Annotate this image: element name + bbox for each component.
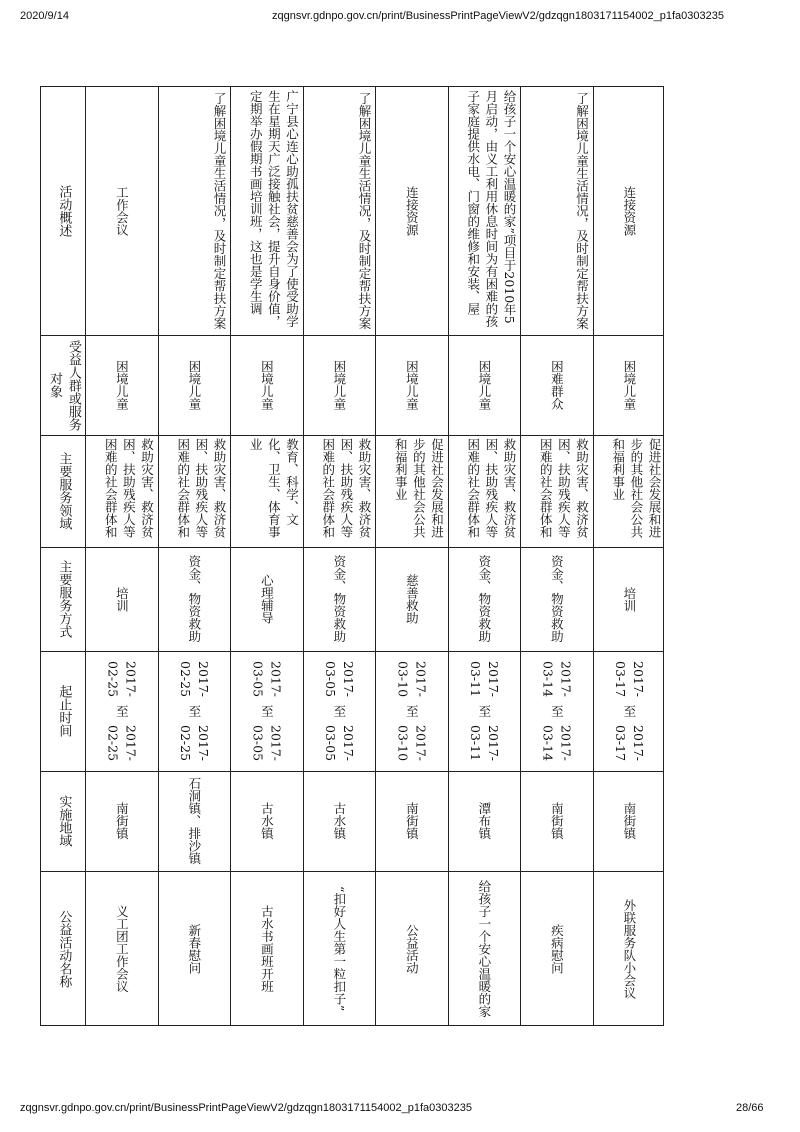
header-target: 受益人群或服务对象 <box>47 339 81 431</box>
cell-method: 心理辅导 <box>259 574 275 624</box>
cell-name: 给孩子一个安心温暖的家 <box>476 880 492 1018</box>
cell-method: 资金、物资救助 <box>476 555 492 643</box>
cell-target: 困难群众 <box>549 360 565 410</box>
time-end: 2017-03-10 <box>395 724 429 761</box>
cell-summary: 广宁县心连心助孤扶贫慈善会为了使受助学生在星期天广泛接触社会，提升自身价值，定期举办假期书画培训班，这也是学生调 <box>248 90 300 328</box>
cell-location: 南街镇 <box>549 802 565 840</box>
cell-field: 救助灾害、救济贫困、扶助残疾人等困难的社会群体和 <box>320 438 372 538</box>
time-sep: 至 <box>476 704 492 718</box>
time-range <box>230 651 303 771</box>
cell-field: 教育、科学、文化、卫生、体育事业 <box>248 438 300 538</box>
time-start: 2017-03-05 <box>322 661 356 698</box>
cell-location: 南街镇 <box>404 802 420 840</box>
cell-target: 困境儿童 <box>114 360 130 410</box>
time-range <box>303 651 376 771</box>
cell-location: 南街镇 <box>114 802 130 840</box>
cell-target: 困境儿童 <box>621 360 637 410</box>
cell-method: 培训 <box>621 586 637 612</box>
cell-field: 促进社会发展和进步的其他社会公共和福利事业 <box>393 438 445 538</box>
cell-location: 石洞镇、排沙镇 <box>186 777 202 865</box>
cell-field: 救助灾害、救济贫困、扶助残疾人等困难的社会群体和 <box>175 438 227 538</box>
cell-location: 古水镇 <box>259 802 275 840</box>
cell-target: 困境儿童 <box>259 360 275 410</box>
time-sep: 至 <box>331 704 347 718</box>
cell-method: 培训 <box>114 586 130 612</box>
cell-name: 公益活动 <box>404 924 420 974</box>
cell-summary: 给孩子一个安心温暖的家”项目于2010年5月启动，由义工利用休息时间为有困难的孩子家庭提供水电、门窗的维修和安装、屋 <box>465 90 517 328</box>
cell-name: 义工团工作会议 <box>114 905 130 993</box>
cell-field: 救助灾害、救济贫困、扶助残疾人等困难的社会群体和 <box>103 438 155 538</box>
cell-summary: 了解困境儿童生活情况，及时制定帮扶方案 <box>212 92 227 330</box>
cell-location: 古水镇 <box>331 802 347 840</box>
time-sep: 至 <box>186 704 202 718</box>
cell-method: 资金、物资救助 <box>331 555 347 643</box>
header-name: 公益活动名称 <box>56 910 72 988</box>
cell-field: 促进社会发展和进步的其他社会公共和福利事业 <box>610 438 662 538</box>
time-end: 2017-02-25 <box>177 724 211 761</box>
time-sep: 至 <box>549 704 565 718</box>
cell-method: 资金、物资救助 <box>549 555 565 643</box>
cell-field: 救助灾害、救济贫困、扶助残疾人等困难的社会群体和 <box>465 438 517 538</box>
time-start: 2017-02-25 <box>105 661 139 698</box>
cell-summary: 工作会议 <box>114 186 130 236</box>
cell-name: 古水书画班开班 <box>259 905 275 993</box>
activity-table <box>40 86 664 1026</box>
time-end: 2017-03-17 <box>612 724 646 761</box>
time-sep: 至 <box>114 704 130 718</box>
print-header-url: zqgnsvr.gdnpo.gov.cn/print/BusinessPrintPageViewV2/gdzqgn1803171154002_p1fa0303235 <box>272 10 724 22</box>
time-range <box>593 651 666 771</box>
cell-summary: 了解困境儿童生活情况，及时制定帮扶方案 <box>357 92 372 330</box>
cell-method: 资金、物资救助 <box>186 555 202 643</box>
time-start: 2017-03-14 <box>540 661 574 698</box>
cell-target: 困境儿童 <box>404 360 420 410</box>
time-range <box>85 651 158 771</box>
header-field: 主要服务领域 <box>56 452 72 530</box>
cell-target: 困境儿童 <box>331 360 347 410</box>
time-range <box>158 651 231 771</box>
time-start: 2017-03-05 <box>250 661 284 698</box>
time-range <box>520 651 593 771</box>
time-end: 2017-03-14 <box>540 724 574 761</box>
time-range <box>375 651 448 771</box>
cell-name: 新春慰问 <box>186 924 202 974</box>
time-end: 2017-03-05 <box>250 724 284 761</box>
cell-target: 困境儿童 <box>476 360 492 410</box>
cell-field: 救助灾害、救济贫困、扶助残疾人等困难的社会群体和 <box>538 438 590 538</box>
cell-method: 慈善救助 <box>404 574 420 624</box>
header-method: 主要服务方式 <box>56 560 72 638</box>
header-location: 实施地域 <box>56 795 72 847</box>
time-sep: 至 <box>404 704 420 718</box>
time-sep: 至 <box>259 704 275 718</box>
cell-target: 困境儿童 <box>186 360 202 410</box>
cell-summary: 连接资源 <box>404 186 420 236</box>
cell-name: 外联服务队小会议 <box>621 899 637 999</box>
cell-name: 疾病慰问 <box>549 924 565 974</box>
time-end: 2017-03-05 <box>322 724 356 761</box>
time-end: 2017-02-25 <box>105 724 139 761</box>
cell-name: “扣好人生第一粒扣子” <box>331 886 347 1012</box>
time-sep: 至 <box>621 704 637 718</box>
print-footer-url: zqgnsvr.gdnpo.gov.cn/print/BusinessPrintPageViewV2/gdzqgn1803171154002_p1fa0303235 <box>20 1102 472 1114</box>
cell-summary: 了解困境儿童生活情况，及时制定帮扶方案 <box>574 92 590 330</box>
cell-location: 潭布镇 <box>476 802 492 840</box>
time-end: 2017-03-11 <box>467 724 501 761</box>
time-range <box>448 651 521 771</box>
header-time: 起止时间 <box>56 685 72 737</box>
page-number: 28/66 <box>736 1102 764 1114</box>
cell-location: 南街镇 <box>621 802 637 840</box>
cell-summary: 连接资源 <box>621 186 637 236</box>
time-start: 2017-03-10 <box>395 661 429 698</box>
header-summary: 活动概述 <box>56 185 72 237</box>
time-start: 2017-02-25 <box>177 661 211 698</box>
print-date: 2020/9/14 <box>20 10 69 22</box>
time-start: 2017-03-17 <box>612 661 646 698</box>
time-start: 2017-03-11 <box>467 661 501 698</box>
